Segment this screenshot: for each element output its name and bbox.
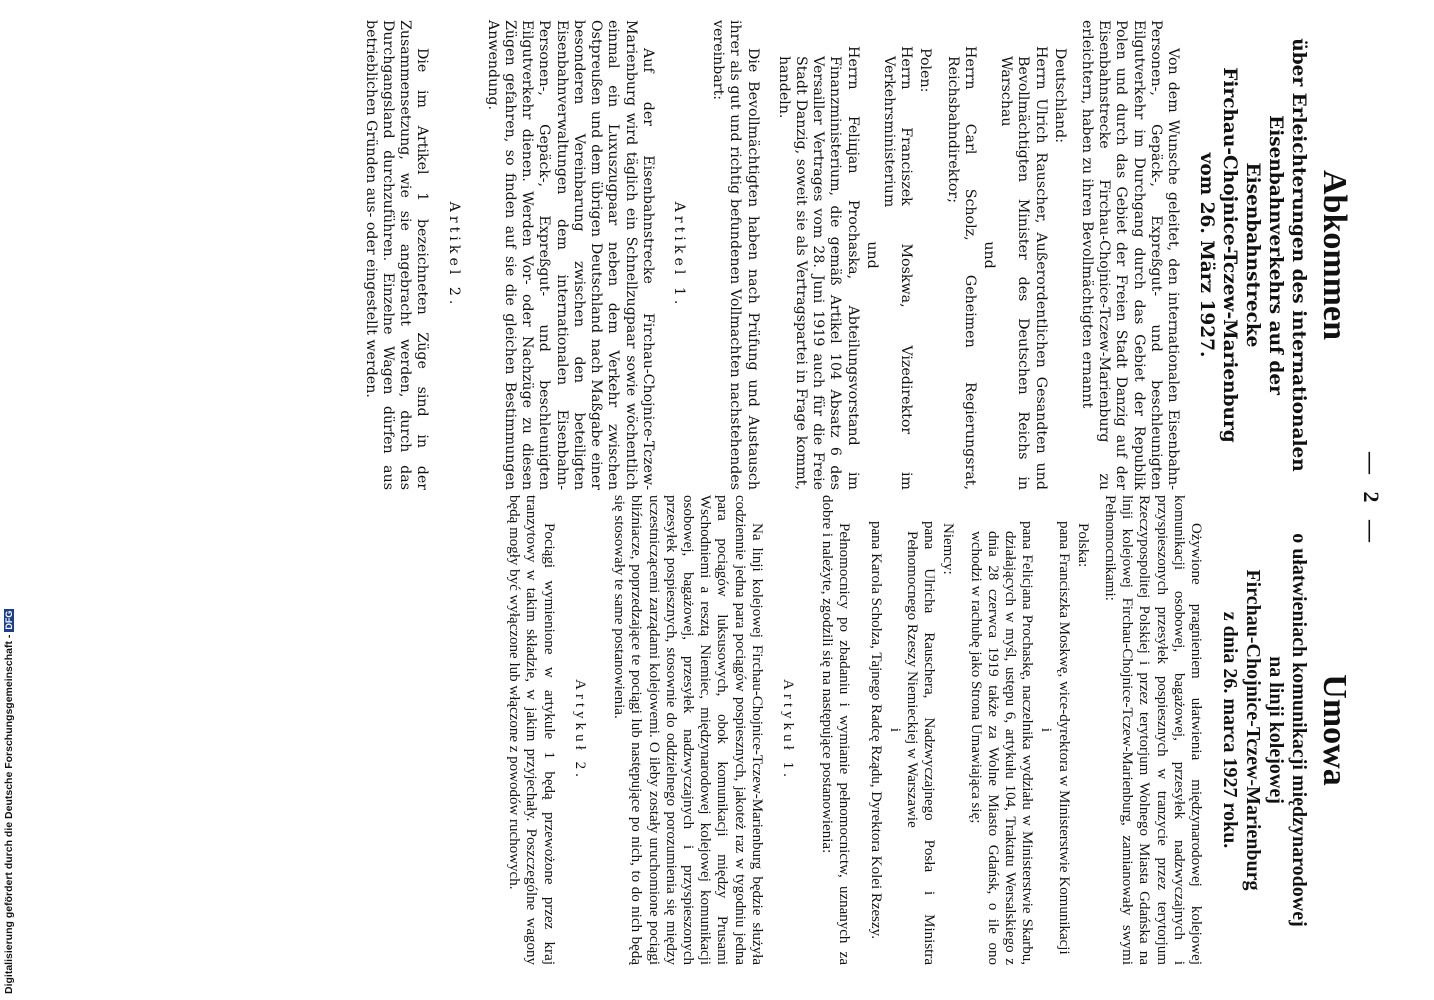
german-state-germany: Deutschland:	[1051, 48, 1068, 143]
german-closing: Die Bevollmächtigten haben nach Prüfung und Austausch ihrer als gut und richtig befundenen Vollmachten nachstehendes vereinbart:	[710, 20, 761, 490]
polish-subtitle: o ułatwieniach komunikacji międzynarodowej na linji kolejowej Firchau-Chojnice-Tczew-Marienburg z dnia 26. marca 1927 roku.	[1219, 533, 1310, 927]
german-title: Abkommen	[1316, 169, 1353, 341]
polish-intro: Ożywione pragnieniem ułatwienia międzynarodowej kolejowej komunikacji osobowej, bagażowej, przesyłek nadzwyczajnych i przyspieszonych przesyłek pospiesznych w tranzycie przez terytorjum Rzeczypospolitej Polskiej i przez terytorjum Wolnego Miasta Gdańska na linji kolejowej Firchau-Chojnice-Tczew-Marienburg, zamianowały swymi Pełnomocnikami:	[1101, 495, 1204, 965]
credit-text: Digitalisierung gefördert durch die Deutsche Forschungsgemeinschaft -	[3, 634, 15, 994]
page-number: — 2 —	[1359, 452, 1384, 548]
polish-article-2-text: Pociągi wymienione w artykule 1 będą przewożone przez kraj tranzytowy w takim składzie, w jakim przyjechały. Poszczególne wagony będą mogły być wyłączone lub włączone z powodów ruchowych.	[506, 495, 557, 965]
polish-state-germany: Niemcy:	[940, 523, 957, 575]
polish-column	[505, 495, 1354, 965]
polish-delegate-scholz: pana Karola Scholza, Tajnego Radcę Rządu, Dyrektora Kolei Rzeszy.	[867, 521, 884, 939]
german-intro: Von dem Wunsche geleitet, den internationalen Eisenbahn-Personen-, Gepäck-, Expreßgut- und beschleunigten Eilgutverkehr im Durchgang durch das Gebiet der Republik Polen und durch das Gebiet der Freien Stadt Danzig auf der Eisenbahnstrecke Firchau-Chojnice-Tczew-Marienburg zu erleichtern, haben zu ihren Bevollmächtigten ernannt	[1078, 20, 1181, 490]
polish-delegate-moskwa: pana Franciszka Moskwę, wice-dyrektora w Ministerstwie Komunikacji	[1055, 521, 1072, 955]
german-delegate-prochaska: Herrn Feliцjan Prochaska, Abteilungsvorstand im Finanzministerium, die gemäß Artikel 104 Absatz 6 des Versailler Vertrages vom 28. Juni 1919 auch für die Freie Stadt Danzig, soweit sie als Vertragspartei in Frage kommt, handeln.	[775, 46, 861, 490]
polish-article-1-heading: Artykuł 1.	[779, 679, 796, 781]
polish-article-2-heading: Artykuł 2.	[571, 679, 588, 781]
german-subtitle: über Erleichterungen des internationalen Eisenbahnverkehrs auf der Eisenbahnstrecke Firchau-Chojnice-Tczew-Marienburg vom 26. März 1927.	[1196, 38, 1309, 472]
german-article-1-text: Auf der Eisenbahnstrecke Firchau-Chojnice-Tczew-Marienburg wird täglich ein Schnellzugpaar sowie wöchentlich einmal ein Luxuszugpaar neben dem Verkehr zwischen Ostpreußen und dem übrigen Deutschland nach Maßgabe einer besonderen Vereinbarung zwischen den beteiligten Eisenbahnverwaltungen dem internationalen Eisenbahn-Personen-, Gepäck-, Expreßgut- und beschleunigten Eilgutverkehr dienen. Werden Vor- oder Nachzüge zu diesen Zügen gefahren, so finden auf sie die gleichen Bestimmungen Anwendung.	[484, 20, 656, 490]
german-article-1-heading: Artikel 1.	[670, 201, 687, 309]
german-state-poland: Polen:	[917, 48, 934, 93]
polish-state-poland: Polska:	[1074, 523, 1091, 568]
polish-title: Umowa	[1316, 674, 1353, 786]
german-and: und	[980, 241, 997, 269]
german-delegate-scholz: Herrn Carl Scholz, Geheimen Regierungsrat, Reichsbahndirektor;	[944, 46, 978, 490]
digitization-credit	[3, 609, 15, 994]
polish-and: i	[1038, 727, 1055, 733]
german-article-2-heading: Artikel 2.	[445, 201, 462, 309]
polish-delegate-prochaska: pana Felicjana Prochaskę, naczelnika wydziału w Ministerstwie Skarbu, działających w myśl, ustępu 6, artykułu 104, Traktatu Wersalskiego z dnia 28 czerwca 1919 także za Wolne Miasto Gdańsk, o ile ono wchodzi w rachubę jako Strona Umawiająca się;	[967, 521, 1036, 965]
polish-and: i	[886, 727, 903, 733]
german-article-2-text: Die im Artikel 1 bezeichneten Züge sind in der Zusammensetzung, wie sie angebracht werden, durch das Durchgangsland durchzuführen. Einzelne Wagen dürfen aus betrieblichen Gründen aus- oder eingestellt werden.	[362, 20, 431, 490]
german-column	[362, 20, 1354, 490]
german-delegate-moskwa: Herrn Franciszek Moskwa, Vizedirektor im Verkehrsministerium	[880, 46, 915, 490]
dfg-logo-icon: DFG	[4, 610, 14, 630]
polish-closing: Pełnomocnicy po zbadaniu i wymianie pełnomocnictw, uznanych za dobre i należyte, zgodzili się na następujące postanowienia:	[819, 495, 853, 965]
polish-delegate-rauscher: pana Ulricha Rauschera, Nadzwyczajnego Posła i Ministra Pełnomocnego Rzeszy Niemieckiej w Warszawie	[903, 521, 938, 965]
german-and: und	[863, 241, 880, 269]
polish-article-1-text: Na linji kolejowej Firchau-Chojnice-Tczew-Marienburg będzie służyła codziennie jedna para pociągów pospiesznych, jakoteż raz w tygodniu jedna para pociągów luksusowych, obok komunikacji między Prusami Wschodniemi a resztą Niemiec, międzynarodowej kolejowej komunikacji osobowej, bagażowej, przesyłek nadzwyczajnych i przyspieszonych przesyłek pospiesznych, stosownie do oddzielnego porozumienia się między uczestniczącemi zarządami kolejowemi. O ileby zostały uruchomione pociągi bliźniacze, poprzedzające te pociągi lub następujące po nich, to do nich będą się stosowały te same postanowienia.	[611, 495, 765, 965]
german-delegate-rauscher: Herrn Ulrich Rauscher, Außerordentlichen Gesandten und Bevollmächtigten Minister des Deutschen Reichs in Warschau	[998, 46, 1049, 490]
